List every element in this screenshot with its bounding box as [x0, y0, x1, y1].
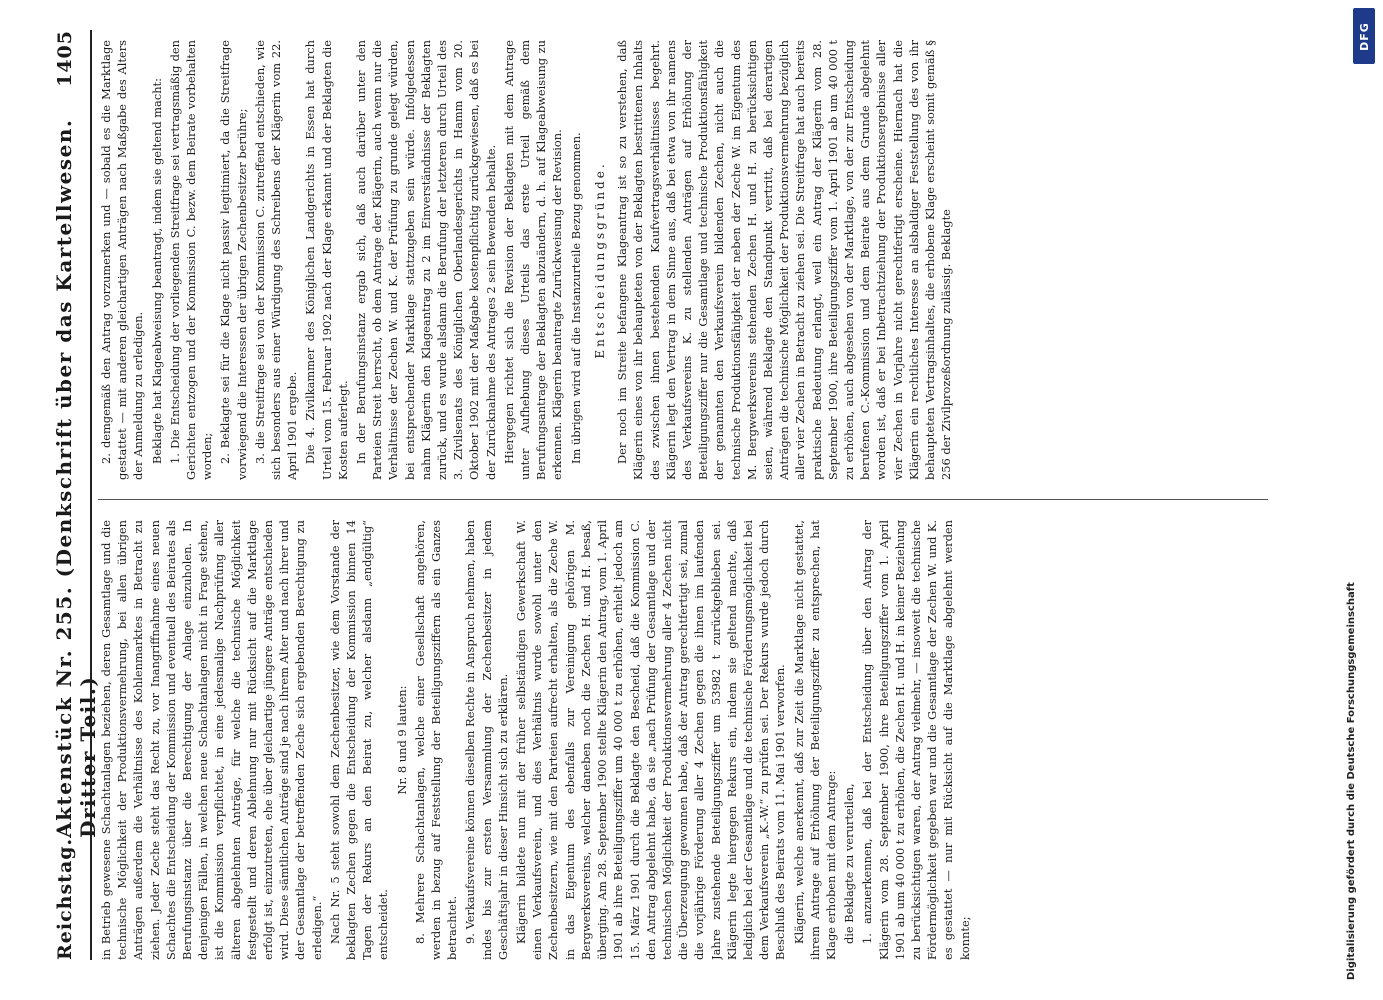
- paragraph: 3. die Streitfrage sei von der Kommission C. zutreffend entschieden, wie sich besonders aus einer Würdigung des Schreibens der Klägerin vom 22. April 1901 ergebe.: [252, 40, 300, 480]
- left-column: [98, 520, 1278, 960]
- paragraph: Klägerin bildete nun mit der früher selbständigen Gewerkschaft W. einen Verkaufsverein, und dies Verhältnis wurde sowohl unter den Zechenbesitzern, wie mit den Parteien aufrecht erhalten, als die Zeche W. in das Eigentum des ebenfalls zur Vereinigung gehörigen M. Bergwerksvereins, welcher daneben noch die Zechen H. und H. besaß, überging. Am 28. September 1900 stellte Klägerin den Antrag, vom 1. April 1901 ab ihre Beteiligungsziffer um 40 000 t zu erhöhen, erhielt jedoch am 15. März 1901 durch die Beklagte den Bescheid, daß die Kommission C. den Antrag abgelehnt habe, da sie „nach Prüfung der Gesamtlage und der technischen Möglichkeit der Produktionsvermehrung aller 4 Zechen nicht die Überzeugung gewonnen habe, daß der Antrag gerechtfertigt sei, zumal die vorjährige Förderung aller 4 Zechen gegen die ihnen im laufenden Jahre zustehende Beteiligungsziffer um 53982 t zurückgeblieben sei. Klägerin legte hiergegen Rekurs ein, indem sie geltend machte, daß lediglich bei der Gesamtlage und die technische Förderungsmöglichkeit bei dem Verkaufsverein „K.-W.“ zu prüfen sei. Der Rekurs wurde jedoch durch Beschluß des Beirats vom 11. Mai 1901 verworfen.: [514, 520, 788, 960]
- header-rule: [90, 30, 92, 960]
- page-header: [52, 30, 100, 960]
- header-title: Aktenstück Nr. 255. (Denkschrift über das Kartellwesen. Dritter Teil.): [52, 118, 100, 838]
- paragraph: 8. Mehrere Schachtanlagen, welche einer Gesellschaft angehören, werden in bezug auf Feststellung der Beteiligungsziffern als ein Ganzes betrachtet.: [412, 520, 460, 960]
- paragraph: Nr. 8 und 9 lauten:: [394, 685, 409, 795]
- paragraph: 1. Die Entscheidung der vorliegenden Streitfrage sei vertragsmäßig den Gerichten entzogen und der Kommission C. bezw. dem Beirate vorbehalten worden;: [167, 40, 215, 480]
- paragraph: Beklagte hat Klageabweisung beantragt, indem sie geltend macht:: [149, 78, 164, 464]
- paragraph: Klägerin, welche anerkennt, daß zur Zeit die Marktlage nicht gestattet, ihrem Antrage auf Erhöhung der Beteiligungsziffer zu entsprechen, hat Klage erhoben mit dem Antrage:: [791, 520, 838, 960]
- section-heading: Entscheidungsgründe.: [592, 161, 607, 359]
- dfg-logo: [1353, 8, 1375, 64]
- paragraph: Die 4. Zivilkammer des Königlichen Landgerichts in Essen hat durch Urteil vom 15. Februar 1902 nach der Klage erkannt und der Beklagten die Kosten auferlegt.: [303, 40, 350, 480]
- paragraph: 1. anzuerkennen, daß bei der Entscheidung über den Antrag der Klägerin vom 28. September 1900, ihre Beteiligungsziffer vom 1. April 1901 ab um 40 000 t zu erhöhen, die Zechen H. und H. in keiner Beziehung zu berücksichtigen waren, der Antrag vielmehr, — insoweit die technische Fördermöglichkeit gegeben war und die Gesamtlage der Zechen W. und K. es gestattet — nur mit Rücksicht auf die Marktlage abgelehnt werden konnte;: [860, 520, 972, 960]
- dfg-logo-text: DFG: [1357, 21, 1371, 51]
- paragraph: In der Berufungsinstanz ergab sich, daß auch darüber unter den Parteien Streit herrscht, ob dem Antrage der Klägerin, auch wenn nur die Verhältnisse der Zechen W. und K. der Prüfung zu grunde gelegt würden, bei entsprechender Marktlage stattzugeben sein würde. Infolgedessen nahm Klägerin den Klageantrag zu 2 im Einverständnisse der Beklagten zurück, und es wurde alsdann die Berufung der letzteren durch Urteil des 3. Zivilsenats des Königlichen Oberlandesgerichts in Hamm vom 20. Oktober 1902 mit der Maßgabe kostenpflichtig zurückgewiesen, daß es bei der Zurücknahme des Antrages 2 sein Bewenden behalte.: [354, 40, 498, 480]
- paragraph: Hiergegen richtet sich die Revision der Beklagten mit dem Antrage unter Aufhebung dieses Urteils das erste Urteil gemäß dem Berufungsantrage der Beklagten abzuändern, d. h. auf Klageabweisung zu erkennen. Klägerin beantragte Zurückweisung der Revision.: [501, 40, 565, 480]
- page-number: 1405: [54, 30, 76, 87]
- paragraph: 2. Beklagte sei für die Klage nicht passiv legitimiert, da die Streitfrage vorwiegend die Interessen der übrigen Zechenbesitzer berühre;: [218, 40, 249, 480]
- digitization-note-text: Digitalisierung gefördert durch die Deutsche Forschungsgemeinschaft: [1346, 582, 1357, 980]
- header-publication: Reichstag.: [54, 837, 76, 960]
- right-column: [98, 40, 1278, 480]
- paragraph: in Betrieb gewesene Schachtanlagen beziehen, deren Gesamtlage und die technische Möglichkeit der Produktionsvermehrung, bei allen übrigen Anträgen außerdem die Verhältnisse des Kohlenmarktes in Betracht zu ziehen. Jeder Zeche steht das Recht zu, vor Inangriffnahme eines neuen Schachtes die Entscheidung der Kommission und eventuell des Beirates als Berufungsinstanz über die Berechtigung der Anlage einzuholen. In denjenigen Fällen, in welchen neue Schachtanlagen nicht in Frage stehen, ist die Kommission verpflichtet, in eine jedesmalige Nachprüfung aller älteren abgelehnten Anträge, für welche die technische Möglichkeit festgestellt und deren Ablehnung nur mit Rücksicht auf die Marktlage erfolgt ist, einzutreten, ehe über gleichartige jüngere Anträge entschieden wird. Diese sämtlichen Anträge sind je nach ihrem Alter und nach ihrer und der Gesamtlage der betreffenden Zeche sich ergebenden Berechtigung zu erledigen.“: [99, 520, 324, 960]
- column-divider: [98, 499, 1268, 500]
- paragraph: 9. Verkaufsvereine können dieselben Rechte in Anspruch nehmen, haben indes bis zur ersten Versammlung der Zechenbesitzer in jedem Geschäftsjahr in dieser Hinsicht sich zu erklären.: [463, 520, 510, 960]
- paragraph: die Beklagte zu verurteilen,: [842, 783, 857, 944]
- paragraph: Im übrigen wird auf die Instanzurteile Bezug genommen.: [568, 132, 583, 464]
- digitization-note: [1346, 80, 1366, 980]
- paragraph: 2. demgemäß den Antrag vorzumerken und — sobald es die Marktlage gestattet — mit anderen gleichartigen Anträgen nach Maßgabe des Alters der Anmeldung zu erledigen.: [99, 40, 146, 480]
- paragraph: Der noch im Streite befangene Klageantrag ist so zu verstehen, daß Klägerin eines von ihr behaupteten von der Beklagten bestrittenen Inhalts des zwischen ihnen bestehenden Kaufvertragsverhältnisses begehrt. Klägerin legt den Vertrag in dem Sinne aus, daß bei etwa von ihr namens des Verkaufsvereins K. zu stellenden Anträgen auf Erhöhung der Beteiligungsziffer nur die Gesamtlage und technische Produktionsfähigkeit der genannten den Verkaufsverein bildenden Zechen, nicht auch die technische Produktionsfähigkeit der neben der Zeche W. im Eigentum des M. Bergwerksvereins stehenden Zechen H. und H. zu berücksichtigen seien, während Beklagte den Standpunkt vertritt, daß bei derartigen Anträgen die technische Möglichkeit der Produktionsvermehrung bezüglich aller vier Zechen in Betracht zu ziehen sei. Die Streitfrage hat auch bereits praktische Bedeutung erlangt, weil ein Antrag der Klägerin vom 28. September 1900, ihre Beteiligungsziffer vom 1. April 1901 ab um 40 000 t zu erhöhen, auch abgesehen von der Marktlage, von der zur Entscheidung berufenen C.-Kommission und dem Beirate aus dem Grunde abgelehnt worden ist, daß er bei Inbetrachtziehung der Produktionsergebnisse aller vier Zechen in Vorjahre nicht gerechtfertigt erscheine. Hiernach hat die Klägerin ein rechtliches Interesse an alsbaldiger Feststellung des von ihr behaupteten Vertragsinhaltes, die erhobene Klage erscheint somit gemäß § 256 der Zivilprozeßordnung zulässig. Beklagte: [615, 40, 954, 480]
- paragraph: Nach Nr. 5 steht sowohl dem Zechenbesitzer, wie dem Vorstande der beklagten Zechen gegen die Entscheidung der Kommission binnen 14 Tagen der Rekurs an den Beirat zu, welcher alsdann „endgültig“ entscheidet.: [327, 520, 391, 960]
